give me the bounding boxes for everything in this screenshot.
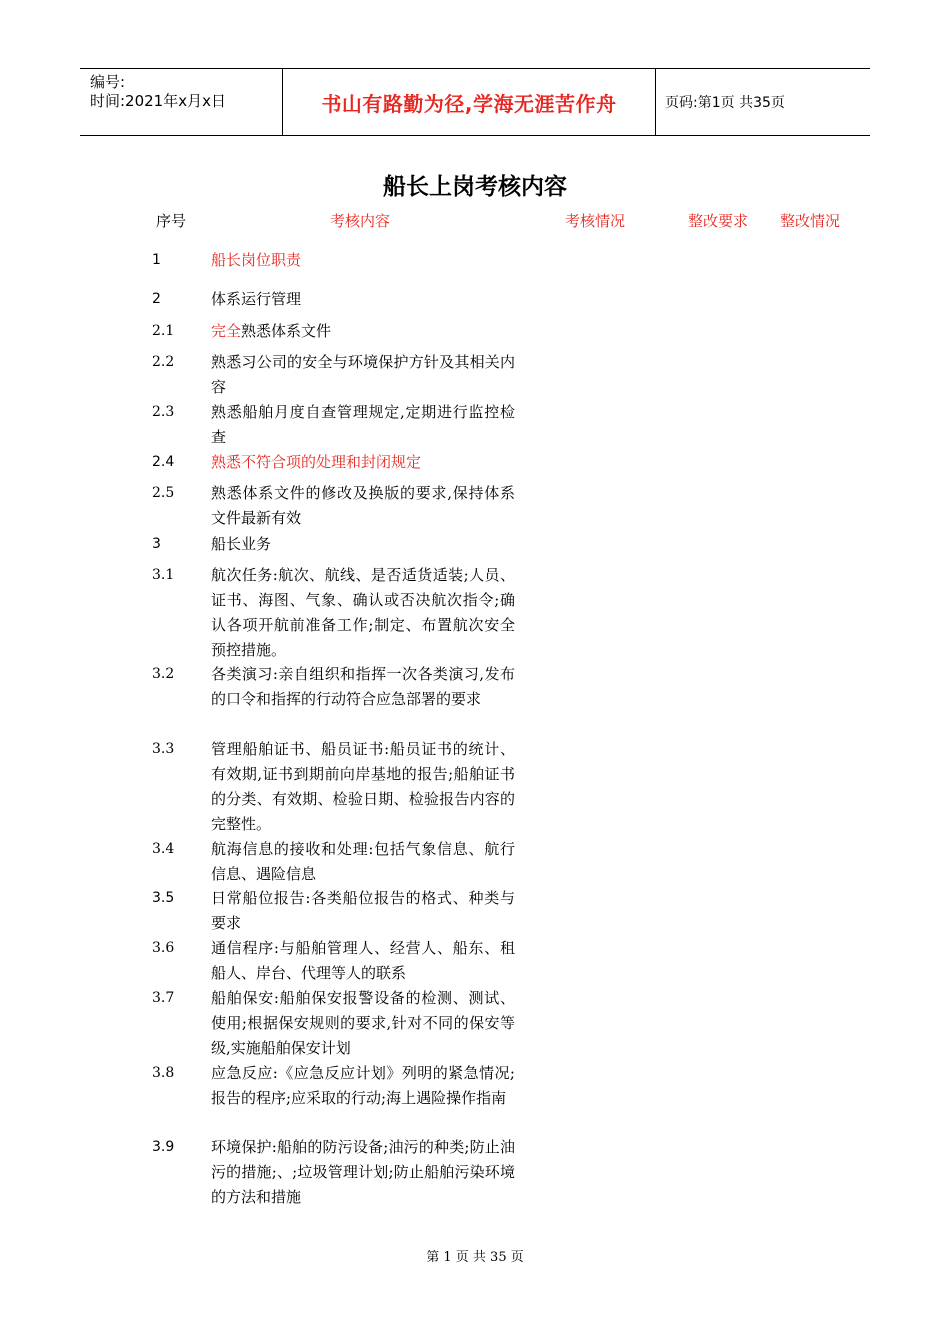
column-seq: 序号 bbox=[156, 212, 187, 230]
header-meta bbox=[90, 73, 226, 111]
item-number: 3.5 bbox=[152, 890, 175, 906]
item-text: 体系运行管理 bbox=[211, 290, 302, 308]
column-requirement: 整改要求 bbox=[688, 212, 749, 230]
header-motto: 书山有路勤为径,学海无涯苦作舟 bbox=[282, 69, 656, 135]
item-number: 1 bbox=[152, 252, 161, 268]
code-label: 编号: bbox=[90, 73, 126, 91]
header-page-info: 页码:第1页 共35页 bbox=[665, 95, 785, 111]
page-header bbox=[80, 68, 870, 136]
item-number: 3.7 bbox=[152, 990, 175, 1006]
item-number: 2.1 bbox=[152, 323, 175, 339]
item-number: 2.4 bbox=[152, 454, 175, 470]
item-number: 3.9 bbox=[152, 1139, 175, 1155]
item-number: 3.3 bbox=[152, 741, 175, 757]
item-number: 3.6 bbox=[152, 940, 175, 956]
item-number: 3.2 bbox=[152, 666, 175, 682]
item-text: 环境保护:船舶的防污设备;油污的种类;防止油污的措施;、;垃圾管理计划;防止船舶污染环境的方法和措施 bbox=[211, 1138, 515, 1206]
item-text: 应急反应:《应急反应计划》列明的紧急情况;报告的程序;应采取的行动;海上遇险操作指南 bbox=[211, 1064, 515, 1107]
item-number: 3.4 bbox=[152, 841, 175, 857]
item-text: 熟悉船舶月度自查管理规定,定期进行监控检查 bbox=[211, 403, 515, 446]
item-number: 3 bbox=[152, 536, 161, 552]
item-text: 航海信息的接收和处理:包括气象信息、航行信息、遇险信息 bbox=[211, 840, 515, 883]
item-number: 2.2 bbox=[152, 354, 175, 370]
item-text-highlight: 完全 bbox=[211, 322, 242, 340]
item-text: 各类演习:亲自组织和指挥一次各类演习,发布的口令和指挥的行动符合应急部署的要求 bbox=[211, 665, 515, 708]
page-footer: 第 1 页 共 35 页 bbox=[426, 1250, 524, 1265]
item-text bbox=[211, 319, 515, 344]
item-text-rest: 熟悉体系文件 bbox=[241, 322, 332, 340]
item-number: 2.3 bbox=[152, 404, 175, 420]
item-text: 管理船舶证书、船员证书:船员证书的统计、有效期,证书到期前向岸基地的报告;船舶证书的分类、有效期、检验日期、检验报告内容的完整性。 bbox=[211, 740, 515, 833]
date-label: 时间:2021年x月x日 bbox=[90, 92, 226, 110]
item-number: 3.8 bbox=[152, 1065, 175, 1081]
item-text: 熟悉体系文件的修改及换版的要求,保持体系文件最新有效 bbox=[211, 484, 515, 527]
column-status: 考核情况 bbox=[565, 212, 626, 230]
item-number: 2.5 bbox=[152, 485, 175, 501]
item-text: 日常船位报告:各类船位报告的格式、种类与要求 bbox=[211, 889, 515, 932]
item-text: 船长岗位职责 bbox=[211, 251, 302, 269]
item-text: 熟悉习公司的安全与环境保护方针及其相关内容 bbox=[211, 353, 515, 396]
item-text: 通信程序:与船舶管理人、经营人、船东、租船人、岸台、代理等人的联系 bbox=[211, 939, 515, 982]
item-text: 熟悉不符合项的处理和封闭规定 bbox=[211, 453, 422, 471]
column-content: 考核内容 bbox=[330, 212, 391, 230]
item-text: 航次任务:航次、航线、是否适货适装;人员、证书、海图、气象、确认或否决航次指令;确认各项开航前准备工作;制定、布置航次安全预控措施。 bbox=[211, 566, 515, 659]
item-text: 船舶保安:船舶保安报警设备的检测、测试、使用;根据保安规则的要求,针对不同的保安等级,实施船舶保安计划 bbox=[211, 989, 515, 1057]
column-rectification: 整改情况 bbox=[780, 212, 841, 230]
item-text: 船长业务 bbox=[211, 535, 272, 553]
item-number: 3.1 bbox=[152, 567, 175, 583]
document-title: 船长上岗考核内容 bbox=[383, 173, 567, 200]
item-number: 2 bbox=[152, 291, 161, 307]
